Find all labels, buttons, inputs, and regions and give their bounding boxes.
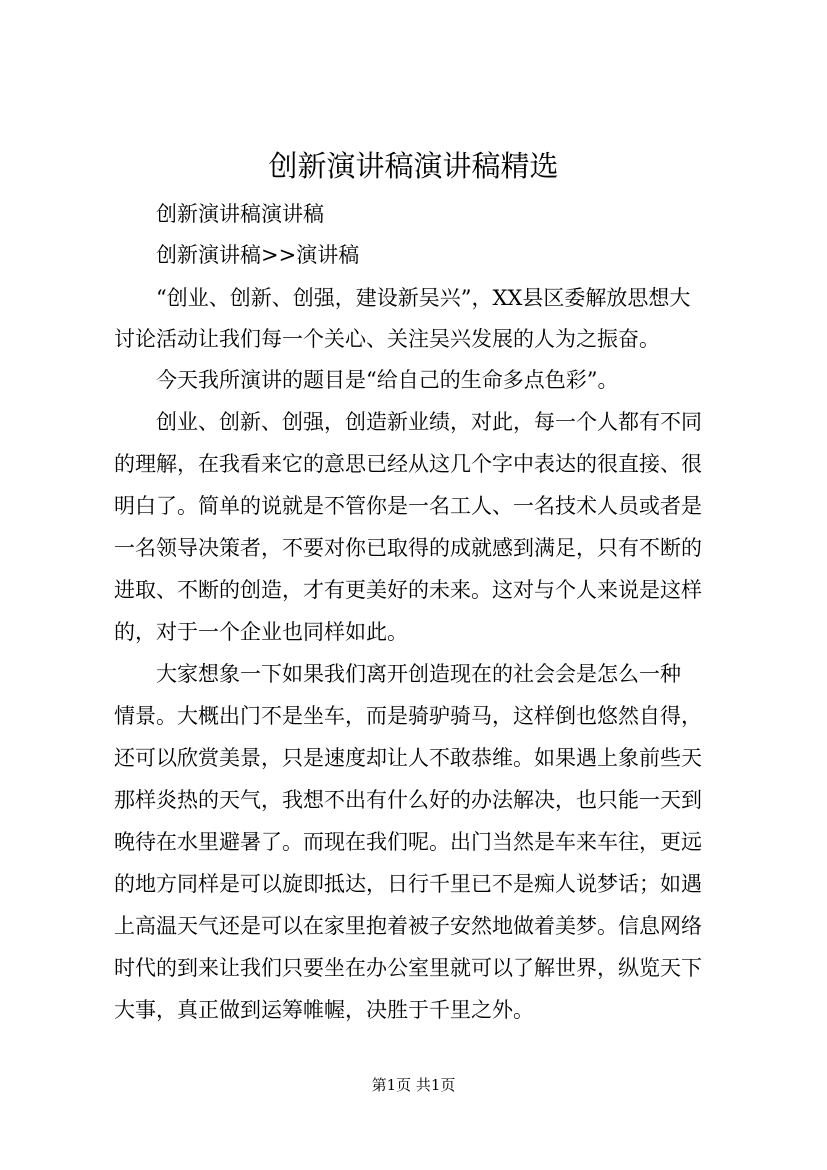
paragraph-line: 讨论活动让我们每一个关心、关注吴兴发展的人为之振奋。 [114,327,660,351]
paragraph-line: 一名领导决策者，不要对你已取得的成就感到满足，只有不断的 [114,536,702,560]
category-line: 创新演讲稿>>演讲稿 [156,243,360,267]
paragraph-line: 进取、不断的创造，才有更美好的未来。这对与个人来说是这样 [114,578,702,602]
paragraph-line: 的，对于一个企业也同样如此。 [114,620,408,644]
paragraph-line: 大家想象一下如果我们离开创造现在的社会会是怎么一种 [156,662,681,686]
paragraph-line: 还可以欣赏美景，只是速度却让人不敢恭维。如果遇上象前些天 [114,746,702,770]
paragraph-line: 上高温天气还是可以在家里抱着被子安然地做着美梦。信息网络 [114,914,702,938]
paragraph-line: 时代的到来让我们只要坐在办公室里就可以了解世界，纵览天下 [114,956,702,980]
paragraph-line: 情景。大概出门不是坐车，而是骑驴骑马，这样倒也悠然自得， [114,704,702,728]
document-title: 创新演讲稿演讲稿精选 [268,149,559,183]
paragraph-line: “创业、创新、创强，建设新吴兴”，XX县区委解放思想大 [156,286,691,310]
subtitle-line: 创新演讲稿演讲稿 [156,202,324,226]
paragraph-line: 创业、创新、创强，创造新业绩，对此，每一个人都有不同 [156,410,702,434]
paragraph-line: 晚待在水里避暑了。而现在我们呢。出门当然是车来车往，更远 [114,830,702,854]
paragraph-line: 大事，真正做到运筹帷幄，决胜于千里之外。 [114,998,534,1022]
paragraph-line: 那样炎热的天气，我想不出有什么好的办法解决，也只能一天到 [114,788,702,812]
paragraph-line: 今天我所演讲的题目是“给自己的生命多点色彩”。 [156,368,619,392]
paragraph-line: 的理解，在我看来它的意思已经从这几个字中表达的很直接、很 [114,452,702,476]
paragraph-line: 的地方同样是可以旋即抵达，日行千里已不是痴人说梦话；如遇 [114,872,702,896]
page-footer: 第1页 共1页 [371,1076,456,1094]
paragraph-line: 明白了。简单的说就是不管你是一名工人、一名技术人员或者是 [114,494,702,518]
